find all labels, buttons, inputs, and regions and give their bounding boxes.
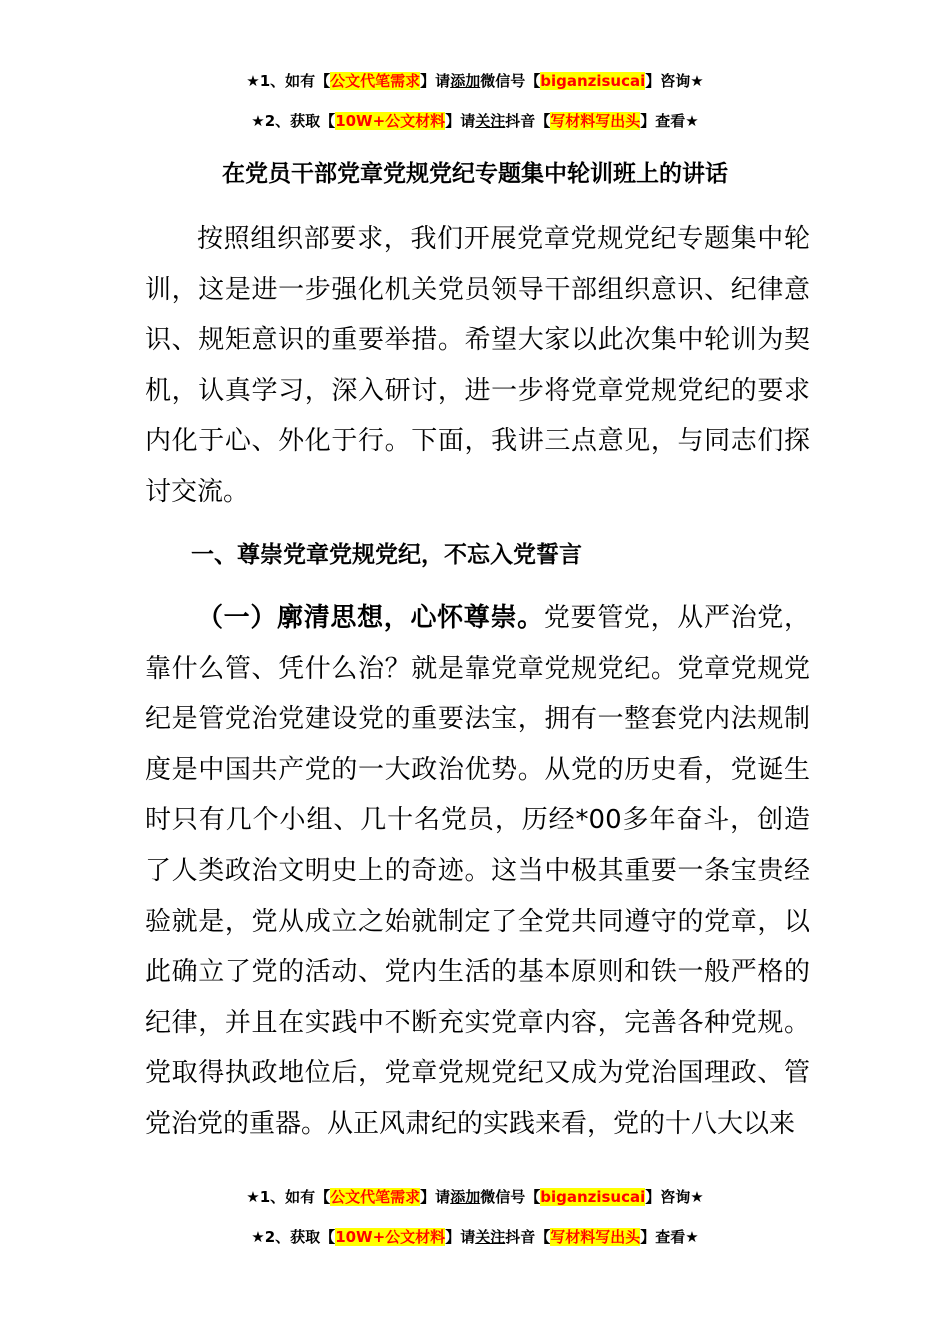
intro-paragraph: 按照组织部要求，我们开展党章党规党纪专题集中轮训，这是进一步强化机关党员领导干部组织意识、纪律意识、规矩意识的重要举措。希望大家以此次集中轮训为契机，认真学习，深入研讨，进一步将党章党规党纪的要求内化于心、外化于行。下面，我讲三点意见，与同志们探讨交流。 — [145, 224, 810, 507]
banner-underline: 添加 — [450, 72, 481, 90]
banner-highlight: 10W+公文材料 — [335, 112, 446, 130]
banner-highlight: 写材料写出头 — [550, 1228, 641, 1246]
banner-underline: 关注 — [475, 1228, 506, 1246]
banner-highlight: 公文代笔需求 — [330, 1188, 421, 1206]
banner-text: 】请 — [420, 72, 451, 90]
banner-text: ★2、获取【 — [251, 112, 336, 130]
banner-highlight: 写材料写出头 — [550, 112, 641, 130]
banner-highlight: biganzisucai — [540, 1188, 646, 1206]
banner-text: ★1、如有【 — [246, 1188, 331, 1206]
banner-text: ★1、如有【 — [246, 72, 331, 90]
banner-highlight: 公文代笔需求 — [330, 72, 421, 90]
banner-text: 】请 — [445, 112, 476, 130]
banner-text: 微信号【 — [480, 1188, 541, 1206]
banner-underline: 添加 — [450, 1188, 481, 1206]
banner-text: 】查看★ — [640, 112, 699, 130]
banner-text: 】请 — [420, 1188, 451, 1206]
banner-text: 微信号【 — [480, 72, 541, 90]
banner-text: 】咨询★ — [645, 72, 704, 90]
header-banner-line-2 — [0, 111, 950, 131]
paragraph-body: 党要管党，从严治党，靠什么管、凭什么治？就是靠党章党规党纪。党章党规党纪是管党治党建设党的重要法宝，拥有一整套党内法规制度是中国共产党的一大政治优势。从党的历史看，党诞生时只有几个小组、几十名党员，历经*00多年奋斗，创造了人类政治文明史上的奇迹。这当中极其重要一条宝贵经验就是，党从成立之始就制定了全党共同遵守的党章，以此确立了党的活动、党内生活的基本原则和铁一般严格的纪律，并且在实践中不断充实党章内容，完善各种党规。党取得执政地位后，党章党规党纪又成为党治国理政、管党治党的重器。从正风肃纪的实践来看，党的十八大以来 — [145, 603, 810, 1139]
footer-banner-line-1 — [0, 1187, 950, 1207]
banner-highlight: 10W+公文材料 — [335, 1228, 446, 1246]
banner-text: 】查看★ — [640, 1228, 699, 1246]
banner-highlight: biganzisucai — [540, 72, 646, 90]
body-paragraph — [145, 593, 810, 1150]
banner-text: 】请 — [445, 1228, 476, 1246]
paragraph-lead: （一）廓清思想，心怀尊崇。 — [197, 603, 544, 633]
banner-text: 】咨询★ — [645, 1188, 704, 1206]
banner-underline: 关注 — [475, 112, 506, 130]
section-heading: 一、尊崇党章党规党纪，不忘入党誓言 — [191, 542, 582, 568]
footer-banner-line-2 — [0, 1227, 950, 1247]
header-banner-line-1 — [0, 71, 950, 91]
document-title: 在党员干部党章党规党纪专题集中轮训班上的讲话 — [222, 161, 728, 187]
banner-text: ★2、获取【 — [251, 1228, 336, 1246]
banner-text: 抖音【 — [505, 112, 551, 130]
banner-text: 抖音【 — [505, 1228, 551, 1246]
